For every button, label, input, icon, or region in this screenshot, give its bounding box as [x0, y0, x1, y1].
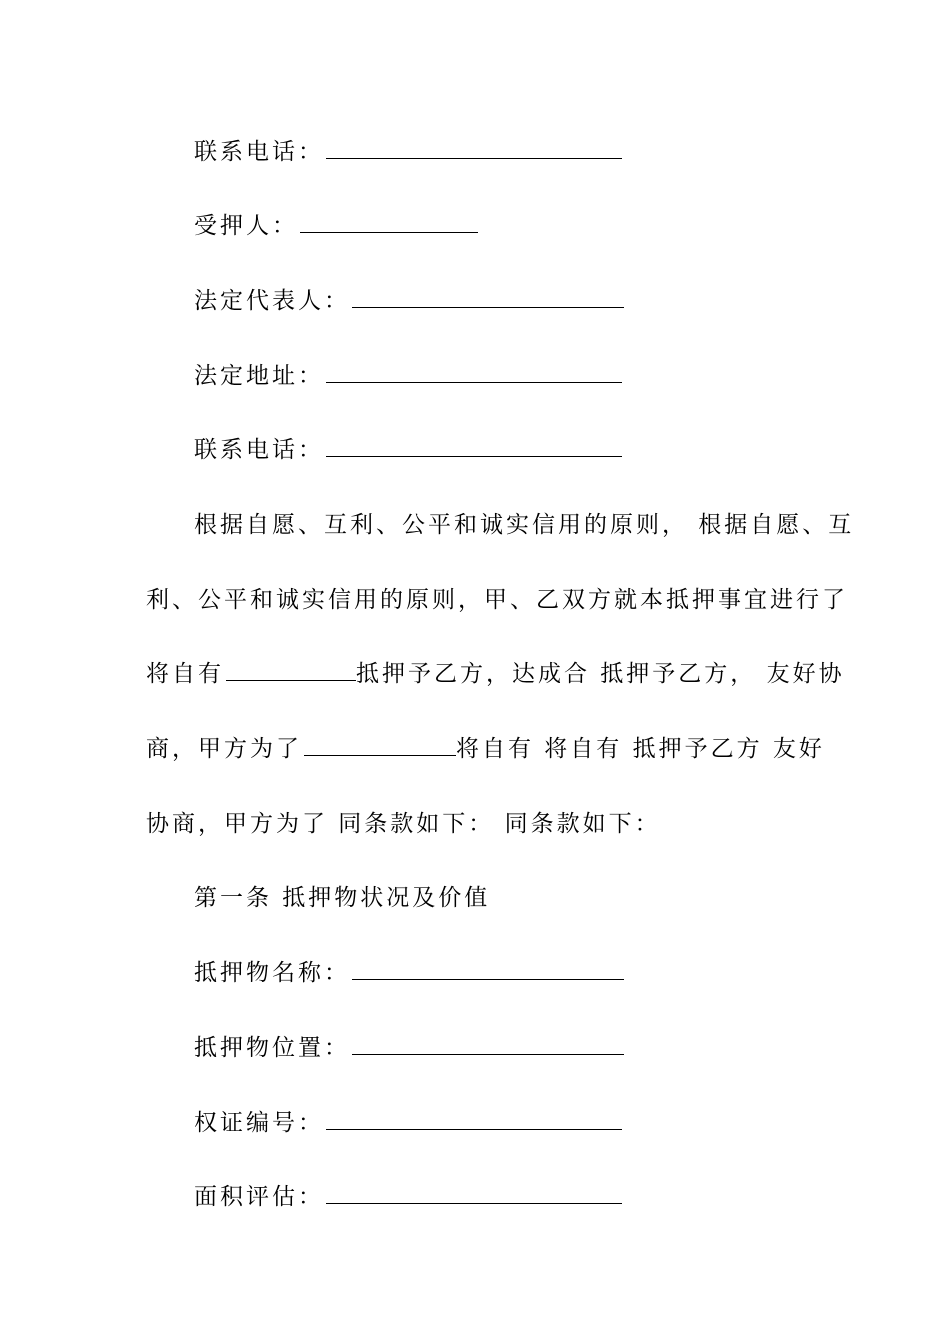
field-label: 联系电话： — [194, 437, 324, 463]
fill-blank — [352, 961, 624, 980]
paragraph-line-3 — [146, 659, 845, 689]
field-label: 抵押物位置： — [194, 1035, 350, 1061]
fill-blank — [326, 364, 622, 383]
fill-blank — [300, 214, 478, 233]
paragraph-text: 抵押予乙方，达成合 抵押予乙方， 友好协 — [356, 661, 845, 687]
paragraph-text: 将自有 — [146, 661, 224, 687]
fill-blank — [304, 737, 456, 756]
paragraph-line-1: 根据自愿、互利、公平和诚实信用的原则， 根据自愿、互 — [194, 512, 855, 538]
fill-blank — [326, 1185, 622, 1204]
field-certificate-number — [194, 1108, 622, 1138]
fill-blank — [226, 662, 356, 681]
fill-blank — [352, 289, 624, 308]
field-area-valuation — [194, 1182, 622, 1212]
field-contact-phone-1 — [194, 137, 622, 167]
field-label: 抵押物名称： — [194, 960, 350, 986]
field-collateral-name — [194, 958, 624, 988]
paragraph-text: 商，甲方为了 — [146, 736, 302, 762]
field-pledgee — [194, 211, 478, 241]
paragraph-line-2: 利、公平和诚实信用的原则，甲、乙双方就本抵押事宜进行了 — [146, 587, 848, 613]
field-label: 联系电话： — [194, 139, 324, 165]
paragraph-text: 将自有 将自有 抵押予乙方 友好 — [456, 736, 825, 762]
field-label: 受押人： — [194, 213, 298, 239]
fill-blank — [326, 438, 622, 457]
paragraph-line-5: 协商，甲方为了 同条款如下： 同条款如下： — [146, 811, 661, 837]
article-heading: 第一条 抵押物状况及价值 — [194, 885, 491, 911]
field-label: 法定地址： — [194, 363, 324, 389]
fill-blank — [326, 140, 622, 159]
field-label: 法定代表人： — [194, 288, 350, 314]
field-legal-representative — [194, 286, 624, 316]
field-legal-address — [194, 361, 622, 391]
field-label: 权证编号： — [194, 1110, 324, 1136]
field-label: 面积评估： — [194, 1184, 324, 1210]
field-collateral-location — [194, 1033, 624, 1063]
paragraph-line-4 — [146, 734, 825, 764]
fill-blank — [352, 1036, 624, 1055]
field-contact-phone-2 — [194, 435, 622, 465]
fill-blank — [326, 1111, 622, 1130]
